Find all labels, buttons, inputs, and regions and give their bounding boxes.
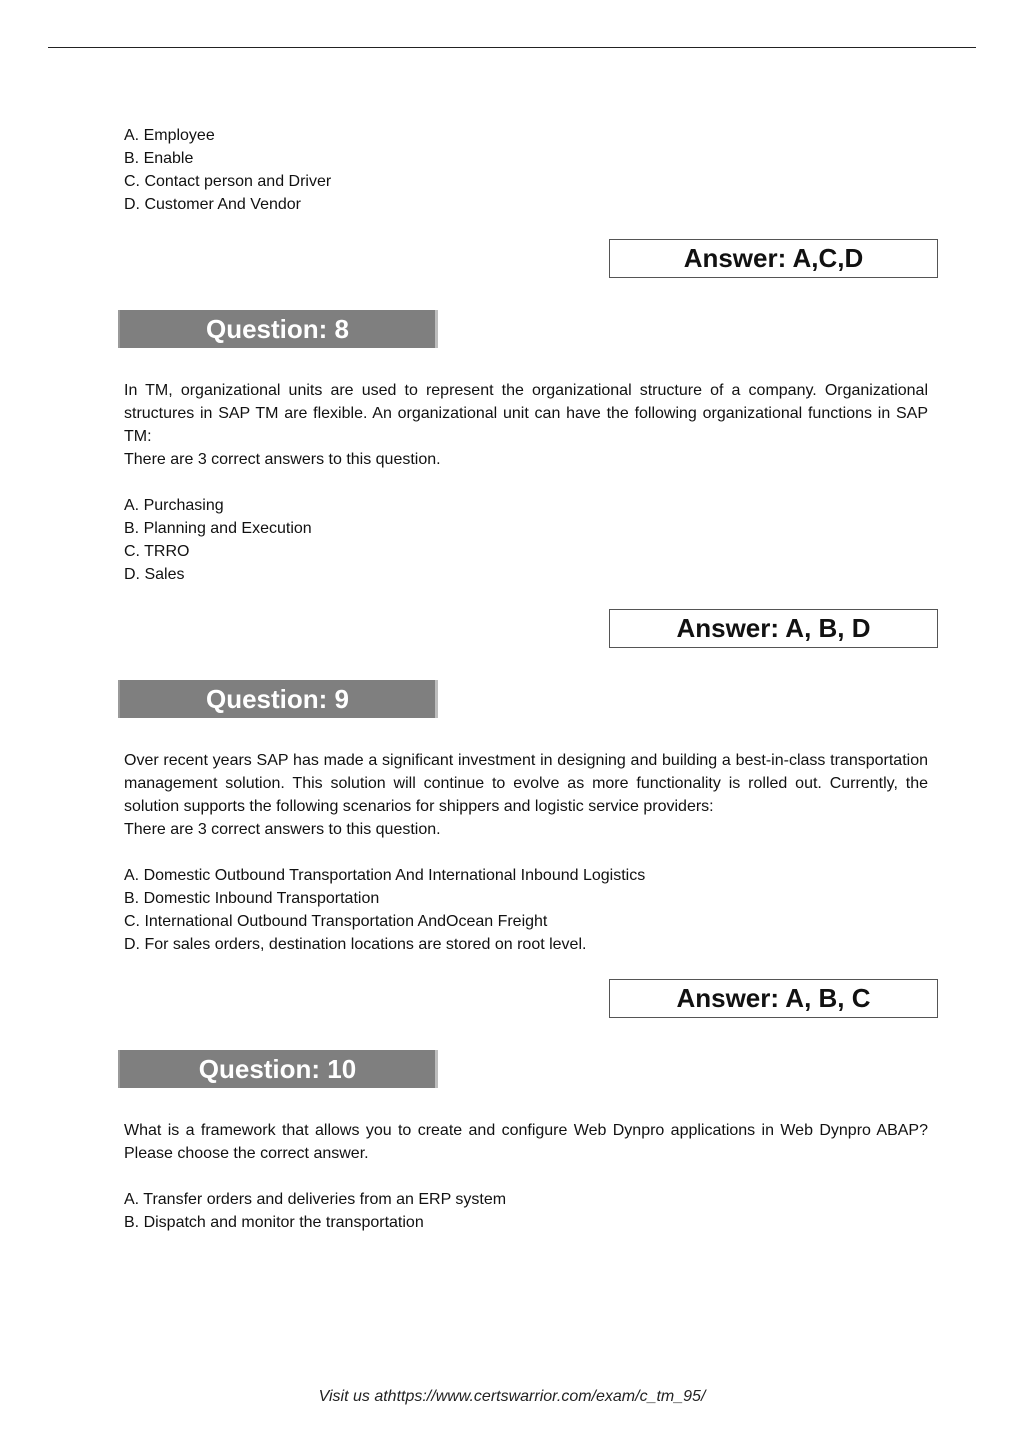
q9-option-d: D. For sales orders, destination locations are stored on root level. bbox=[124, 936, 587, 953]
q9-title-banner: Question: 9 bbox=[118, 680, 438, 718]
q10-option-b: B. Dispatch and monitor the transportation bbox=[124, 1214, 424, 1231]
q9-answer-box: Answer: A, B, C bbox=[609, 979, 938, 1018]
q8-option-b: B. Planning and Execution bbox=[124, 520, 312, 537]
q8-option-c: C. TRRO bbox=[124, 543, 190, 560]
q8-option-a: A. Purchasing bbox=[124, 497, 224, 514]
q7-option-b: B. Enable bbox=[124, 150, 194, 167]
q7-answer-box: Answer: A,C,D bbox=[609, 239, 938, 278]
q10-title-banner: Question: 10 bbox=[118, 1050, 438, 1088]
q9-option-b: B. Domestic Inbound Transportation bbox=[124, 890, 380, 907]
q10-question-text bbox=[124, 1119, 928, 1165]
q7-option-d: D. Customer And Vendor bbox=[124, 196, 301, 213]
q7-options bbox=[124, 124, 944, 216]
q7-option-c: C. Contact person and Driver bbox=[124, 173, 332, 190]
q9-question-text bbox=[124, 749, 928, 841]
q9-note: There are 3 correct answers to this question. bbox=[124, 821, 441, 838]
header-rule bbox=[48, 47, 976, 48]
q9-option-a: A. Domestic Outbound Transportation And International Inbound Logistics bbox=[124, 867, 646, 884]
q10-option-a: A. Transfer orders and deliveries from an ERP system bbox=[124, 1191, 507, 1208]
q9-options bbox=[124, 864, 944, 956]
q7-option-a: A. Employee bbox=[124, 127, 215, 144]
q9-option-c: C. International Outbound Transportation AndOcean Freight bbox=[124, 913, 548, 930]
q8-option-d: D. Sales bbox=[124, 566, 185, 583]
q8-answer-box: Answer: A, B, D bbox=[609, 609, 938, 648]
q8-question-text bbox=[124, 379, 928, 471]
q8-note: There are 3 correct answers to this question. bbox=[124, 451, 441, 468]
q8-options bbox=[124, 494, 944, 586]
q10-stem: What is a framework that allows you to create and configure Web Dynpro applications in Web Dynpro ABAP? Please choose the correct answer. bbox=[124, 1122, 928, 1162]
q9-stem: Over recent years SAP has made a significant investment in designing and building a best-in-class transportation management solution. This solution will continue to evolve as more functionality is rolled out. Currently, the solution supports the following scenarios for shippers and logistic service providers: bbox=[124, 752, 928, 815]
q8-title-banner: Question: 8 bbox=[118, 310, 438, 348]
q8-stem: In TM, organizational units are used to represent the organizational structure of a company. Organizational structures in SAP TM are flexible. An organizational unit can have the following organizational functions in SAP TM: bbox=[124, 382, 928, 445]
q10-options bbox=[124, 1188, 944, 1234]
footer-visit-link[interactable]: Visit us athttps://www.certswarrior.com/exam/c_tm_95/ bbox=[318, 1388, 706, 1405]
